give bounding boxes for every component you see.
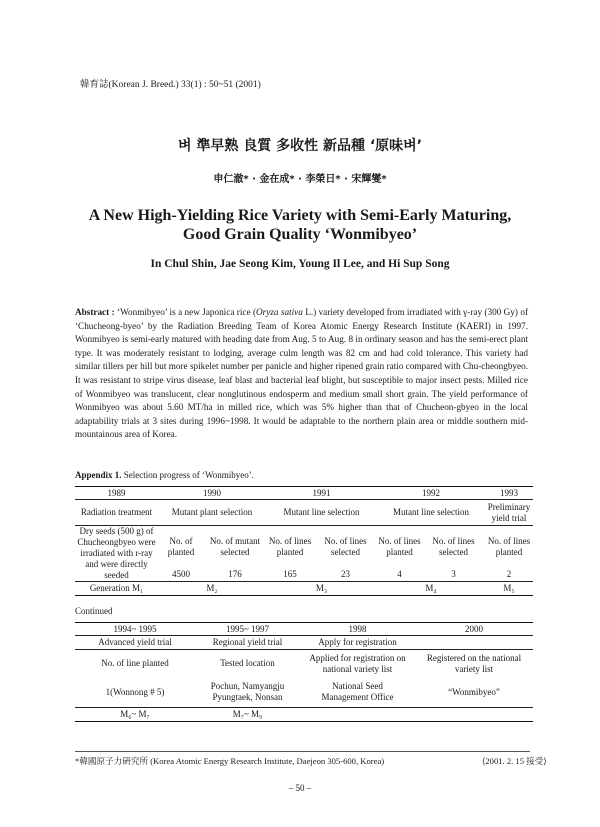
t1-value: 4500 bbox=[158, 568, 204, 582]
t1-stage-mutant-line-1992: Mutant line selection bbox=[377, 500, 485, 526]
t1-year-1990: 1990 bbox=[158, 487, 266, 500]
selection-table-1 bbox=[75, 486, 533, 596]
english-title-line2: Good Grain Quality ‘Wonmibyeo’ bbox=[182, 226, 418, 243]
page-number: – 50 – bbox=[288, 783, 312, 793]
t1-year-1991: 1991 bbox=[266, 487, 377, 500]
t1-generation-m1: M₁ bbox=[132, 583, 144, 593]
t1-subhead: No. of lines selected bbox=[432, 535, 475, 557]
abstract-text-2: L.) variety developed from irradiated with γ-ray (300 Gy) of ‘Chucheong-byeo’ by the Radiation Breeding Team of Korea Atomic Energy Research Institute (KAERI) in 1997. Wonmibyeo is semi-early matured with heading date from Aug. 5 to Aug. 8 in ordinary season and has the semi-erect plant type. It was moderately resistant to lodging, average culm length was 82 cm and had cold tolerance. This variety had similar tillers per hill but more spikelet number per panicle and higher ripened grain ratio compared with Chu-cheongbyeo. It was resistant to stripe virus disease, leaf blast and bacterial leaf blight, but susceptible to major insect pests. Milled rice of Wonmibyeo was translucent, clear nonglutinous endosperm and medium small short grain. The yield performance of Wonmibyeo was about 5.60 MT/ha in milled rice, which was 5% higher than that of Chucheon-gbyeo in the local adaptability trials at 3 sites during 1996~1998. It would be adaptable to the northern plain area or middle southern mid-mountainous area of Korea. bbox=[75, 307, 528, 440]
english-authors: In Chul Shin, Jae Seong Kim, Young Il Lee, and Hi Sup Song bbox=[150, 258, 450, 270]
t1-value: 3 bbox=[422, 568, 485, 582]
t2-row3-cell: No. of line planted bbox=[101, 658, 169, 669]
t1-subhead: No. of lines planted bbox=[268, 535, 312, 557]
english-title bbox=[60, 206, 540, 244]
t2-year: 1995~ 1997 bbox=[195, 623, 300, 636]
korean-title: 벼 準早熟 良質 多收性 新品種 ‘原味벼’ bbox=[177, 138, 423, 154]
t1-subhead: No. of lines planted bbox=[487, 535, 531, 557]
t2-row4-cell: 1(Wonnong # 5) bbox=[105, 686, 165, 697]
t1-generation-m4: M₄ bbox=[425, 583, 437, 593]
korean-authors: 申仁澈* · 金在成* · 李榮日* · 宋輝燮* bbox=[213, 174, 387, 185]
t1-generation-label: Generation bbox=[89, 583, 130, 593]
t2-trial bbox=[415, 636, 533, 650]
t1-generation-m3: M₃ bbox=[315, 583, 328, 593]
t1-description: Dry seeds (500 g) of Chucheongbyeo were irradiated with r-ray and were directly seeded bbox=[75, 526, 158, 582]
t1-generation-cell bbox=[75, 582, 158, 596]
t2-row3-cell: Applied for registration on national variety list bbox=[309, 652, 406, 674]
t2-row4-cell: “Wonmibyeo” bbox=[448, 686, 500, 697]
t1-value: 165 bbox=[266, 568, 314, 582]
t2-row3-cell: Registered on the national variety list bbox=[426, 652, 522, 674]
t2-row4-cell: National Seed Management Office bbox=[321, 681, 394, 703]
appendix-label: Appendix 1. bbox=[75, 470, 122, 480]
abstract bbox=[75, 306, 528, 442]
t1-stage-mutant-plant: Mutant plant selection bbox=[158, 500, 266, 526]
t1-subhead: No. of planted bbox=[167, 535, 195, 557]
t1-stage-preliminary: Preliminary yield trial bbox=[485, 500, 533, 526]
t2-generation: M₇~ M₉ bbox=[232, 709, 263, 719]
appendix-caption bbox=[75, 470, 254, 480]
footnote: *韓國原子力硏究所 (Korea Atomic Energy Research Institute, Daejeon 305-600, Korea) bbox=[75, 756, 385, 766]
t1-stage-mutant-line-1991: Mutant line selection bbox=[266, 500, 377, 526]
english-title-line1: A New High-Yielding Rice Variety with Semi-Early Maturing, bbox=[88, 207, 512, 224]
abstract-label: Abstract : bbox=[75, 307, 115, 317]
t2-row4-cell: Pochun, Namyangju Pyungtaek, Nonsan bbox=[210, 681, 285, 703]
abstract-text-1: ‘Wonmibyeo’ is a new Japonica rice ( bbox=[114, 307, 257, 317]
t2-trial: Regional yield trial bbox=[195, 636, 300, 650]
t2-generation: M₆~ M₇ bbox=[120, 709, 150, 719]
t2-row3-cell: Tested location bbox=[220, 658, 275, 669]
t2-year: 2000 bbox=[415, 623, 533, 636]
t1-value: 4 bbox=[377, 568, 422, 582]
t1-year-1989: 1989 bbox=[75, 487, 158, 500]
t1-generation-m5: M₅ bbox=[503, 583, 515, 593]
t1-year-1992: 1992 bbox=[377, 487, 485, 500]
t1-subhead: No. of lines selected bbox=[324, 535, 367, 557]
t1-value: 176 bbox=[204, 568, 266, 582]
t1-value: 23 bbox=[314, 568, 377, 582]
t2-year: 1994~ 1995 bbox=[75, 623, 195, 636]
received-date: ⟨2001. 2. 15 接受⟩ bbox=[482, 756, 547, 766]
t1-generation-m2: M₂ bbox=[206, 583, 218, 593]
journal-citation: 韓育誌(Korean J. Breed.) 33(1) : 50~51 (2001) bbox=[80, 80, 261, 90]
continued-label: Continued bbox=[75, 606, 113, 616]
selection-table-2 bbox=[75, 622, 533, 722]
t1-value: 2 bbox=[485, 568, 533, 582]
t1-subhead: No. of lines planted bbox=[378, 535, 421, 557]
t2-trial: Apply for registration bbox=[300, 636, 415, 650]
appendix-caption-text: Selection progress of ‘Wonmibyeo’. bbox=[121, 470, 255, 480]
footnote-divider bbox=[75, 751, 530, 752]
t2-year: 1998 bbox=[300, 623, 415, 636]
t1-year-1993: 1993 bbox=[485, 487, 533, 500]
t1-stage-radiation: Radiation treatment bbox=[75, 500, 158, 526]
t1-subhead: No. of mutant selected bbox=[209, 535, 261, 557]
abstract-species: Oryza sativa bbox=[256, 307, 303, 317]
t2-trial: Advanced yield trial bbox=[75, 636, 195, 650]
